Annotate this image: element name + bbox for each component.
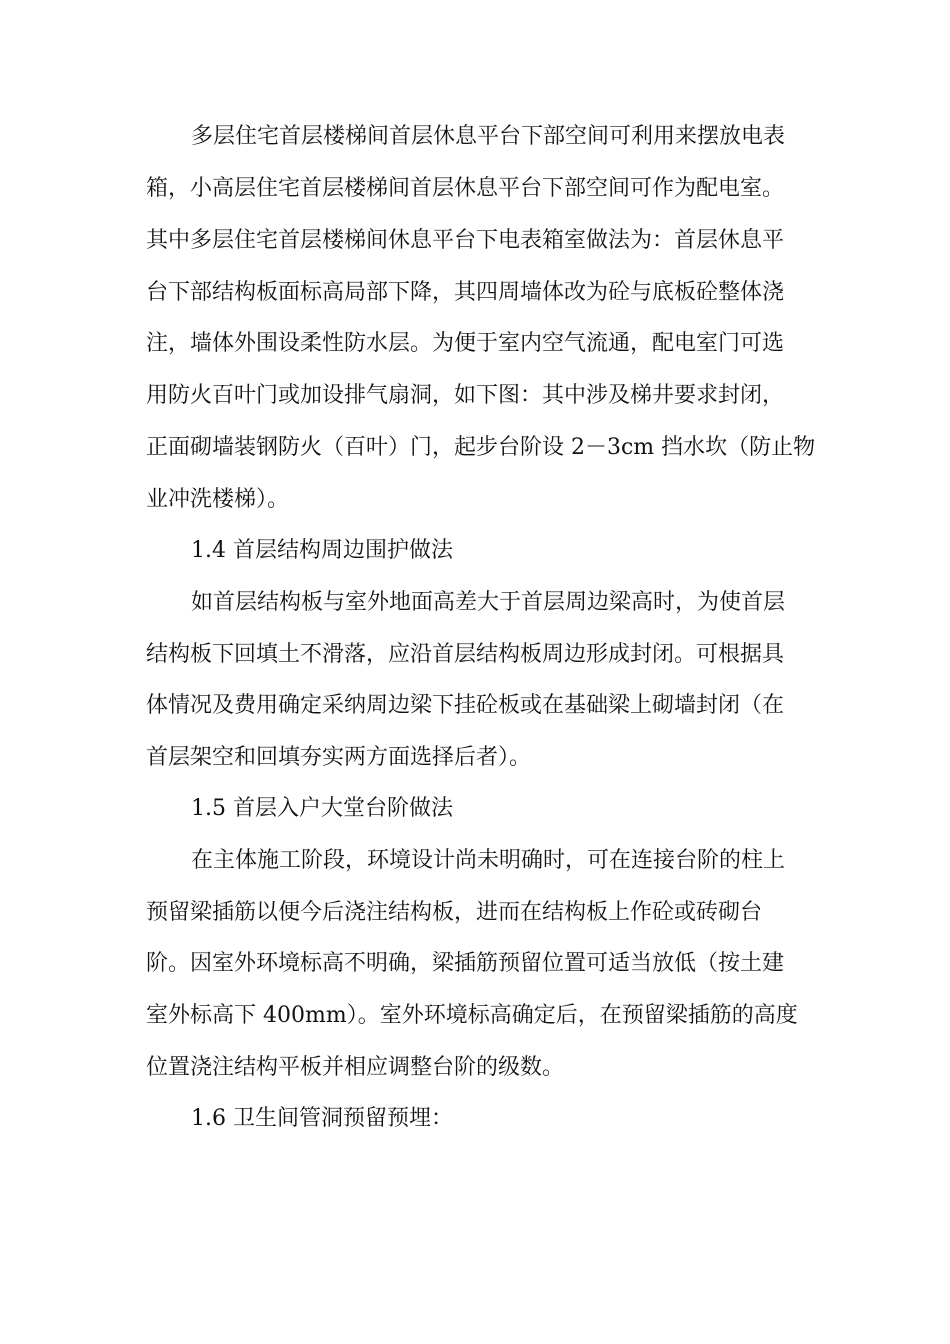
- paragraph-line: 注，墙体外围设柔性防水层。为便于室内空气流通，配电室门可选: [146, 331, 785, 356]
- paragraph-line: 体情况及费用确定采纳周边梁下挂砼板或在基础梁上砌墙封闭（在: [146, 693, 785, 718]
- paragraph-line: 在主体施工阶段，环境设计尚未明确时，可在连接台阶的柱上: [191, 848, 786, 873]
- paragraph-line: 预留梁插筋以便今后浇注结构板，进而在结构板上作砼或砖砌台: [146, 900, 763, 925]
- paragraph-line: 正面砌墙装钢防火（百叶）门，起步台阶设 2－3cm 挡水坎（防止物: [146, 435, 816, 460]
- paragraph-line: 多层住宅首层楼梯间首层休息平台下部空间可利用来摆放电表: [191, 124, 786, 149]
- paragraph-line: 位置浇注结构平板并相应调整台阶的级数。: [146, 1055, 565, 1080]
- paragraph-line: 其中多层住宅首层楼梯间休息平台下电表箱室做法为：首层休息平: [146, 228, 785, 253]
- paragraph-line: 首层架空和回填夯实两方面选择后者）。: [146, 745, 532, 770]
- section-heading: 1.5 首层入户大堂台阶做法: [191, 796, 453, 821]
- paragraph-line: 如首层结构板与室外地面高差大于首层周边梁高时，为使首层: [191, 590, 786, 615]
- paragraph-line: 箱，小高层住宅首层楼梯间首层休息平台下部空间可作为配电室。: [146, 176, 785, 201]
- paragraph-line: 台下部结构板面标高局部下降，其四周墙体改为砼与底板砼整体浇: [146, 280, 785, 305]
- section-heading: 1.4 首层结构周边围护做法: [191, 538, 453, 563]
- section-heading: 1.6 卫生间管洞预留预埋：: [191, 1106, 453, 1131]
- paragraph-line: 结构板下回填土不滑落，应沿首层结构板周边形成封闭。可根据具: [146, 642, 785, 667]
- paragraph-line: 用防火百叶门或加设排气扇洞，如下图：其中涉及梯井要求封闭，: [146, 383, 785, 408]
- paragraph-line: 业冲洗楼梯）。: [146, 487, 290, 512]
- paragraph-line: 阶。因室外环境标高不明确，梁插筋预留位置可适当放低（按土建: [146, 951, 785, 976]
- paragraph-line: 室外标高下 400mm）。室外环境标高确定后，在预留梁插筋的高度: [146, 1003, 798, 1028]
